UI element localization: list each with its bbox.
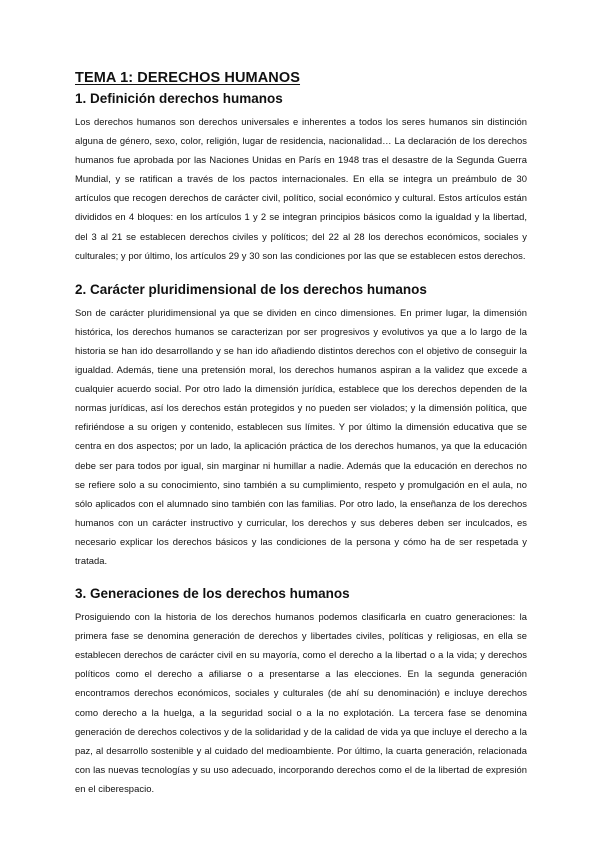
section-caracter-pluridimensional	[75, 282, 527, 570]
section-paragraph: Son de carácter pluridimensional ya que se dividen en cinco dimensiones. En primer lugar, la dimensión histórica, los derechos humanos se caracterizan por ser progresivos y evolutivos ya que a lo largo de la historia se han ido desarrollando y se han ido añadiendo distintos derechos con el objetivo de conseguir la igualdad. Además, tiene una pretensión moral, los derechos humanos aspiran a la validez que excede a cualquier acuerdo social. Por otro lado la dimensión jurídica, establece que los derechos dependen de la normas jurídicas, así los derechos están protegidos y no pueden ser violados; y la dimensión política, que refiriéndose a su origen y contenido, establecen sus límites. Y por último la dimensión educativa que se centra en dos aspectos; por un lado, la aplicación práctica de los derechos humanos, ya que la educación debe ser para todos por igual, sin marginar ni humillar a nadie. Además que la educación en derechos no se refiere solo a su conocimiento, sino también a su cumplimiento, respeto y promulgación en el aula, no sólo aplicados con el alumnado sino también con las familias. Por otro lado, la enseñanza de los derechos humanos con un carácter instructivo y curricular, los derechos y sus deberes deben ser inculcados, es necesario explicar los derechos básicos y las condiciones de la persona y cómo ha de ser respetada y tratada.	[75, 306, 527, 566]
section-generaciones	[75, 586, 527, 798]
section-heading: 2. Carácter pluridimensional de los derechos humanos	[75, 281, 427, 297]
section-heading: 3. Generaciones de los derechos humanos	[75, 586, 350, 602]
section-paragraph: Prosiguiendo con la historia de los derechos humanos podemos clasificarla en cuatro generaciones: la primera fase se denomina generación de derechos y libertades civiles, políticas y religiosas, en ella se establecen derechos de carácter civil en su mayoría, como el derecho a la libertad o a la vida; y derechos políticos como el derecho a afiliarse o a presentarse a las elecciones. En la segunda generación encontramos derechos económicos, sociales y culturales (de ahí su denominación) e incluye derechos como derecho a la huelga, a la seguridad social o a la no explotación. La tercera fase se denomina generación de derechos colectivos y de la solidaridad y de la calidad de vida ya que incluye el derecho a la paz, al desarrollo sostenible y al cuidado del medioambiente. Por último, la cuarta generación, relacionada con las nuevas tecnologías y su uso adecuado, incorporando derechos como el de la libertad de expresión en el ciberespacio.	[75, 611, 527, 794]
document-title: TEMA 1: DERECHOS HUMANOS	[75, 70, 301, 86]
section-heading: 1. Definición derechos humanos	[75, 91, 283, 106]
document-page	[75, 70, 527, 798]
section-paragraph: Los derechos humanos son derechos universales e inherentes a todos los seres humanos sin distinción alguna de género, sexo, color, religión, lugar de residencia, nacionalidad… La declaración de los derechos humanos fue aprobada por las Naciones Unidas en París en 1948 tras el desastre de la Segunda Guerra Mundial, y se ratifican a través de los pactos internacionales. En ella se integra un preámbulo de 30 artículos que recogen derechos de carácter civil, político, social económico y cultural. Estos artículos están divididos en 4 bloques: en los artículos 1 y 2 se integran principios básicos como la igualdad y la libertad, del 3 al 21 se establecen derechos civiles y políticos; del 22 al 28 los derechos económicos, sociales y culturales; y por último, los artículos 29 y 30 son las condiciones por las que se establecen estos derechos.	[75, 116, 527, 261]
section-definicion	[75, 91, 527, 265]
